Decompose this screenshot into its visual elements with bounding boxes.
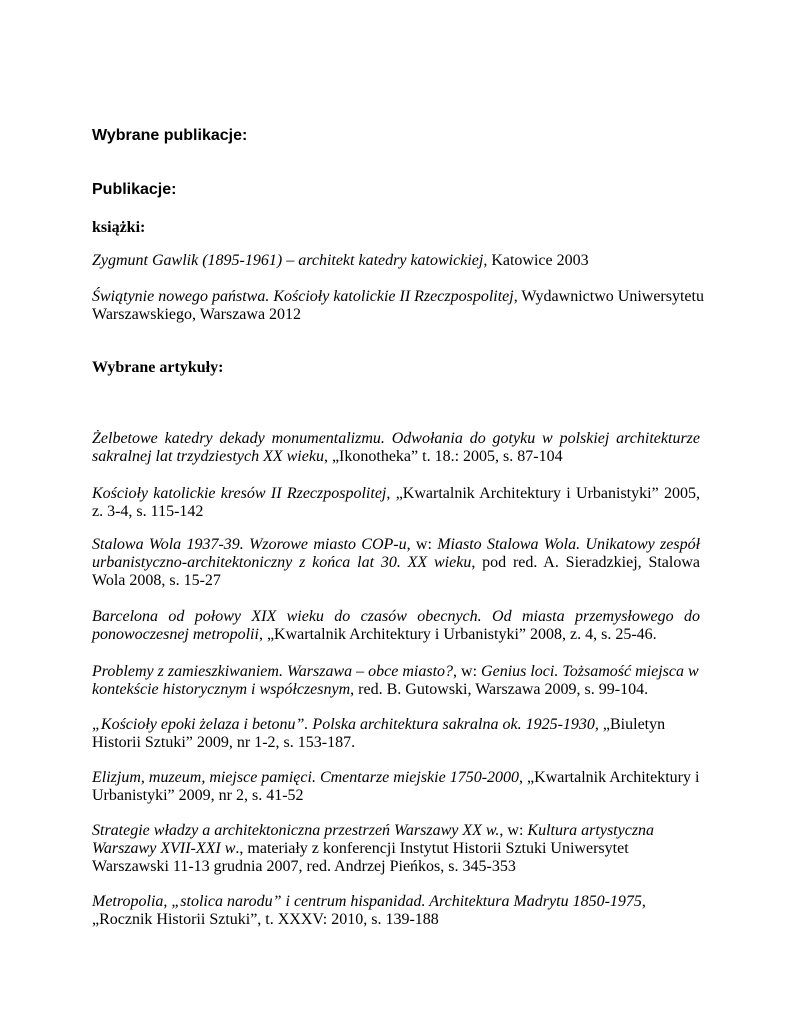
- books-heading: książki:: [92, 219, 146, 236]
- article-details: , „Kwartalnik Architektury i Urbanistyki” 2009, nr 2, s. 41-52: [92, 769, 700, 804]
- book-entry: [92, 288, 712, 324]
- article-title: Elizjum, muzeum, miejsce pamięci. Cmentarze miejskie 1750-2000: [92, 769, 520, 786]
- article-title: Barcelona od połowy XIX wieku do czasów obecnych. Od miasta przemysłowego do ponowoczesnej metropolii: [92, 608, 700, 643]
- book-details: , Wydawnictwo Uniwersytetu Warszawskiego, Warszawa 2012: [92, 288, 704, 323]
- article-volume-details: , pod red. A. Sieradzkiej, Stalowa Wola 2008, s. 15-27: [92, 554, 700, 589]
- article-entry: [92, 663, 712, 699]
- book-title: Świątynie nowego państwa. Kościoły katolickie II Rzeczpospolitej: [92, 288, 514, 305]
- article-volume-title: Kultura artystyczna Warszawy XVII-XXI w: [92, 822, 655, 857]
- book-details: , Katowice 2003: [483, 252, 589, 269]
- article-entry: [92, 608, 700, 644]
- article-entry: [92, 769, 700, 805]
- article-entry: [92, 536, 700, 590]
- publications-heading: Publikacje:: [92, 181, 177, 198]
- article-title: Problemy z zamieszkiwaniem. Warszawa – obce miasto?: [92, 663, 454, 680]
- article-entry: [92, 430, 700, 466]
- article-details: , w:: [499, 822, 528, 839]
- article-details: , w:: [453, 663, 482, 680]
- article-entry: [92, 893, 700, 929]
- article-volume-details: , red. B. Gutowski, Warszawa 2009, s. 99-104.: [350, 681, 649, 698]
- book-title: Zygmunt Gawlik (1895-1961) – architekt katedry katowickiej: [92, 252, 484, 269]
- article-title: Strategie władzy a architektoniczna przestrzeń Warszawy XX w.: [92, 822, 500, 839]
- article-entry: [92, 485, 700, 521]
- article-entry: [92, 716, 700, 752]
- article-details: , „Rocznik Historii Sztuki”, t. XXXV: 2010, s. 139-188: [92, 893, 646, 928]
- article-title: Stalowa Wola 1937-39. Wzorowe miasto COP-u: [92, 536, 407, 553]
- article-title: Metropolia, „stolica narodu” i centrum hispanidad. Architektura Madrytu 1850-1975: [92, 893, 642, 910]
- article-volume-title: Genius loci. Tożsamość miejsca w kontekście historycznym i współczesnym: [92, 663, 699, 698]
- article-title: Żelbetowe katedry dekady monumentalizmu. Odwołania do gotyku w polskiej architekturze sakralnej lat trzydziestych XX wieku: [92, 430, 700, 465]
- article-title: „Kościoły epoki żelaza i betonu”. Polska architektura sakralna ok. 1925-1930: [92, 716, 595, 733]
- selected-articles-heading: Wybrane artykuły:: [92, 359, 224, 376]
- article-details: , „Kwartalnik Architektury i Urbanistyki” 2008, z. 4, s. 25-46.: [258, 626, 657, 643]
- article-title: Kościoły katolickie kresów II Rzeczpospolitej: [92, 485, 387, 502]
- article-details: , „Ikonotheka” t. 18.: 2005, s. 87-104: [323, 448, 563, 465]
- article-entry: [92, 822, 706, 876]
- article-details: , „Biuletyn Historii Sztuki” 2009, nr 1-2, s. 153-187.: [92, 716, 666, 751]
- article-details: , w:: [406, 536, 438, 553]
- article-details: , „Kwartalnik Architektury i Urbanistyki” 2005, z. 3-4, s. 115-142: [92, 485, 700, 520]
- selected-publications-heading: Wybrane publikacje:: [92, 127, 248, 144]
- article-volume-title: Miasto Stalowa Wola. Unikatowy zespół urbanistyczno-architektoniczny z końca lat 30. XX wieku: [92, 536, 701, 571]
- book-entry: [92, 252, 700, 270]
- article-volume-details: ., materiały z konferencji Instytut Historii Sztuki Uniwersytet Warszawski 11-13 grudnia 2007, red. Andrzej Pieńkos, s. 345-353: [92, 840, 629, 875]
